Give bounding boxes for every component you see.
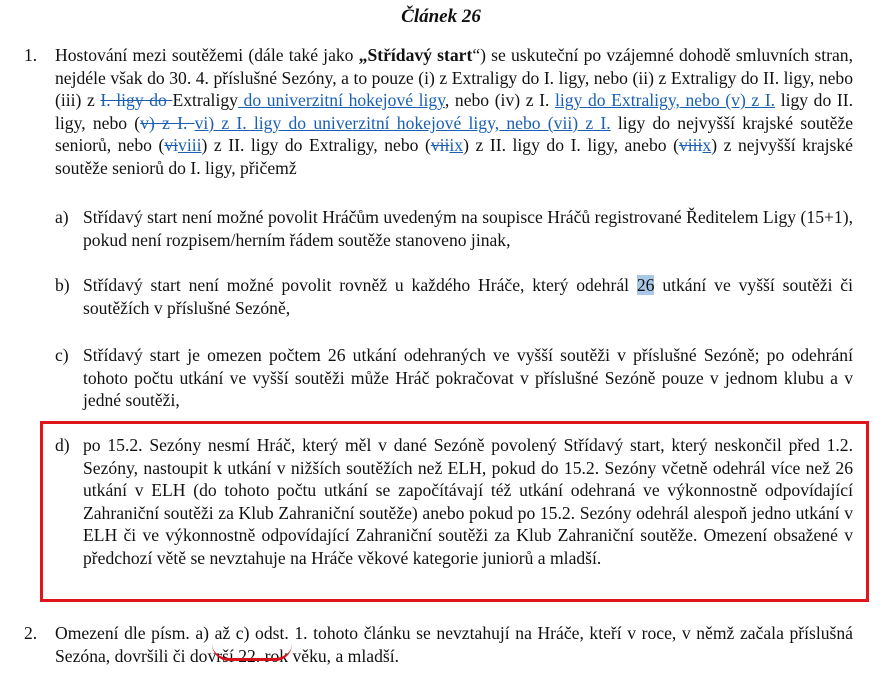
item-d-label: d): [55, 435, 70, 455]
item-b-label: b): [55, 275, 70, 295]
revision-deleted: viii: [678, 135, 703, 156]
highlighted-number: 26: [636, 275, 655, 295]
revision-deleted: vii: [430, 135, 450, 156]
term-stridavy-start: „Střídavý start: [358, 45, 473, 65]
revision-inserted: do univerzitní hokejové ligy: [237, 90, 445, 111]
revision-inserted: vi) z I. ligy do univerzitní hokejové ligy, nebo (vii) z I.: [194, 112, 611, 133]
revision-inserted: ix: [449, 135, 464, 156]
revision-inserted: viii: [178, 135, 202, 156]
red-annotation-box: [40, 421, 869, 602]
item-d-text: po 15.2. Sezóny nesmí Hráč, který měl v dané Sezóně povolený Střídavý start, který neskončil před 1.2. Sezóny, nastoupit k utkání v nižších soutěžích než ELH, pokud do 15.2. Sezóny včetně odehrál více než 26 utkání v ELH (do tohoto počtu utkání se započítávají též utkání odehraná ve výkonnostně odpovídající Zahraniční soutěži za Klub Zahraniční soutěže) anebo pokud po 15.2. Sezóny odehrál alespoň jedno utkání v ELH či ve výkonnostně odpovídající Zahraniční soutěži za Klub Zahraniční soutěže. Omezení obsažené v předchozí větě se nevztahuje na Hráče věkové kategorie juniorů a mladší.: [83, 435, 853, 568]
item-c-label: c): [55, 345, 69, 365]
revision-inserted: ligy do Extraligy, nebo (v) z I.: [554, 90, 776, 111]
paragraph-2-number: 2.: [24, 623, 38, 643]
paragraph-1-number: 1.: [24, 45, 38, 65]
revision-deleted: I. ligy do: [100, 90, 173, 111]
item-b-text: Střídavý start není možné povolit rovněž u každého Hráče, který odehrál 26 utkání ve vyšší soutěži či soutěžích v příslušné Sezóně,: [83, 275, 854, 318]
item-a-text: Střídavý start není možné povolit Hráčům uvedeným na soupisce Hráčů registrované Ředitelem Ligy (15+1), pokud není rozpisem/herním řádem soutěže stanoveno jinak,: [83, 207, 853, 250]
revision-deleted: v) z I.: [140, 112, 195, 133]
paragraph-2: Omezení dle písm. a) až c) odst. 1. tohoto článku se nevztahují na Hráče, kteří v roce, v němž začala příslušná Sezóna, dovršili či dovrší 22. rok věku, a mladší.: [55, 623, 853, 666]
red-annotation-underline: [212, 644, 292, 661]
revision-inserted: x: [702, 135, 712, 156]
article-title: Článek 26: [401, 6, 481, 27]
revision-deleted: vi: [164, 135, 179, 156]
paragraph-1: Hostování mezi soutěžemi (dále také jako „Střídavý start“) se uskuteční po vzájemné dohodě smluvních stran, nejdéle však do 30. 4. příslušné Sezóny, a to pouze (i) z Extraligy do I. ligy, nebo (ii) z Extraligy do II. ligy, nebo (iii) z I. ligy do Extraligy do univerzitní hokejové ligy, nebo (iv) z I. ligy do Extraligy, nebo (v) z I. ligy do II. ligy, nebo (v) z I. vi) z I. ligy do univerzitní hokejové ligy, nebo (vii) z I. ligy do nejvyšší krajské soutěže seniorů, nebo (viviii) z II. ligy do Extraligy, nebo (viiix) z II. ligy do I. ligy, anebo (viiix) z nejvyšší krajské soutěže seniorů do I. ligy, přičemž: [55, 45, 854, 178]
item-a-label: a): [55, 207, 69, 227]
item-c-text: Střídavý start je omezen počtem 26 utkání odehraných ve vyšší soutěži v příslušné Sezóně; po odehrání tohoto počtu utkání ve vyšší soutěži může Hráč pokračovat v příslušné Sezóně pouze v jednom klubu a v jedné soutěži,: [83, 345, 853, 411]
